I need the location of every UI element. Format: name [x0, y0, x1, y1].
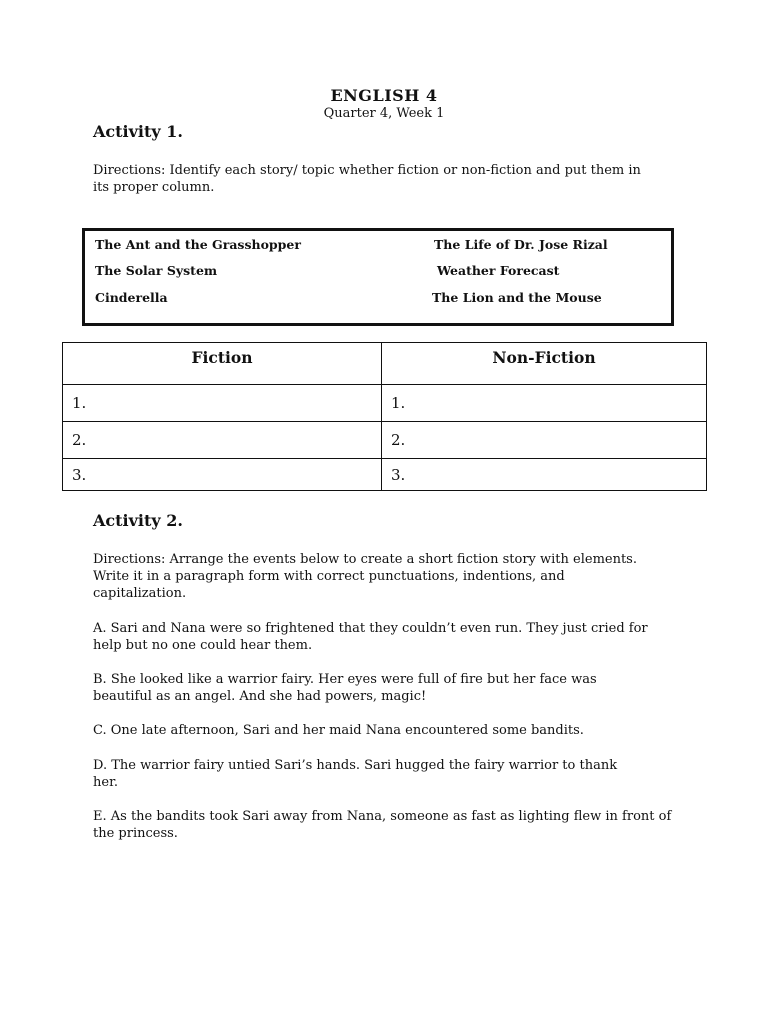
fiction-column-header: Fiction [63, 343, 382, 385]
fiction-answer-cell[interactable]: 2. [63, 422, 382, 459]
fiction-answer-cell[interactable]: 1. [63, 385, 382, 422]
event-item-a: A. Sari and Nana were so frightened that they couldn’t even run. They just cried for help but no one could hear them. [93, 621, 648, 653]
table-header-row [63, 343, 707, 385]
fiction-answer-cell[interactable]: 3. [63, 459, 382, 491]
activity-2-heading: Activity 2. [93, 511, 183, 530]
fiction-nonfiction-table [62, 342, 707, 491]
event-item-d: D. The warrior fairy untied Sari’s hands. Sari hugged the fairy warrior to thank her. [93, 758, 618, 790]
document-subtitle: Quarter 4, Week 1 [323, 106, 445, 121]
nonfiction-answer-cell[interactable]: 1. [382, 385, 707, 422]
event-item-b: B. She looked like a warrior fairy. Her eyes were full of fire but her face was beautiful as an angel. And she had powers, magic! [93, 672, 597, 704]
activity-1-directions: Directions: Identify each story/ topic whether fiction or non-fiction and put them in its proper column. [93, 163, 641, 195]
story-item: The Ant and the Grasshopper [95, 237, 301, 252]
event-item-e: E. As the bandits took Sari away from Nana, someone as fast as lighting flew in front of the princess. [93, 809, 672, 841]
story-item: The Life of Dr. Jose Rizal [434, 237, 608, 252]
table-row [63, 459, 707, 491]
story-item: The Solar System [95, 263, 218, 278]
nonfiction-column-header: Non-Fiction [382, 343, 707, 385]
activity-1-heading: Activity 1. [93, 122, 183, 141]
story-list-box [82, 228, 674, 326]
story-item: Cinderella [95, 290, 168, 305]
nonfiction-answer-cell[interactable]: 3. [382, 459, 707, 491]
nonfiction-answer-cell[interactable]: 2. [382, 422, 707, 459]
story-item: Weather Forecast [437, 263, 560, 278]
document-title: ENGLISH 4 [330, 86, 438, 105]
activity-2-directions: Directions: Arrange the events below to create a short fiction story with elements. Write it in a paragraph form with correct punctuations, indentions, and capitalization. [93, 552, 637, 601]
event-item-c: C. One late afternoon, Sari and her maid Nana encountered some bandits. [93, 723, 584, 738]
table-row [63, 385, 707, 422]
table-row [63, 422, 707, 459]
story-item: The Lion and the Mouse [432, 290, 602, 305]
